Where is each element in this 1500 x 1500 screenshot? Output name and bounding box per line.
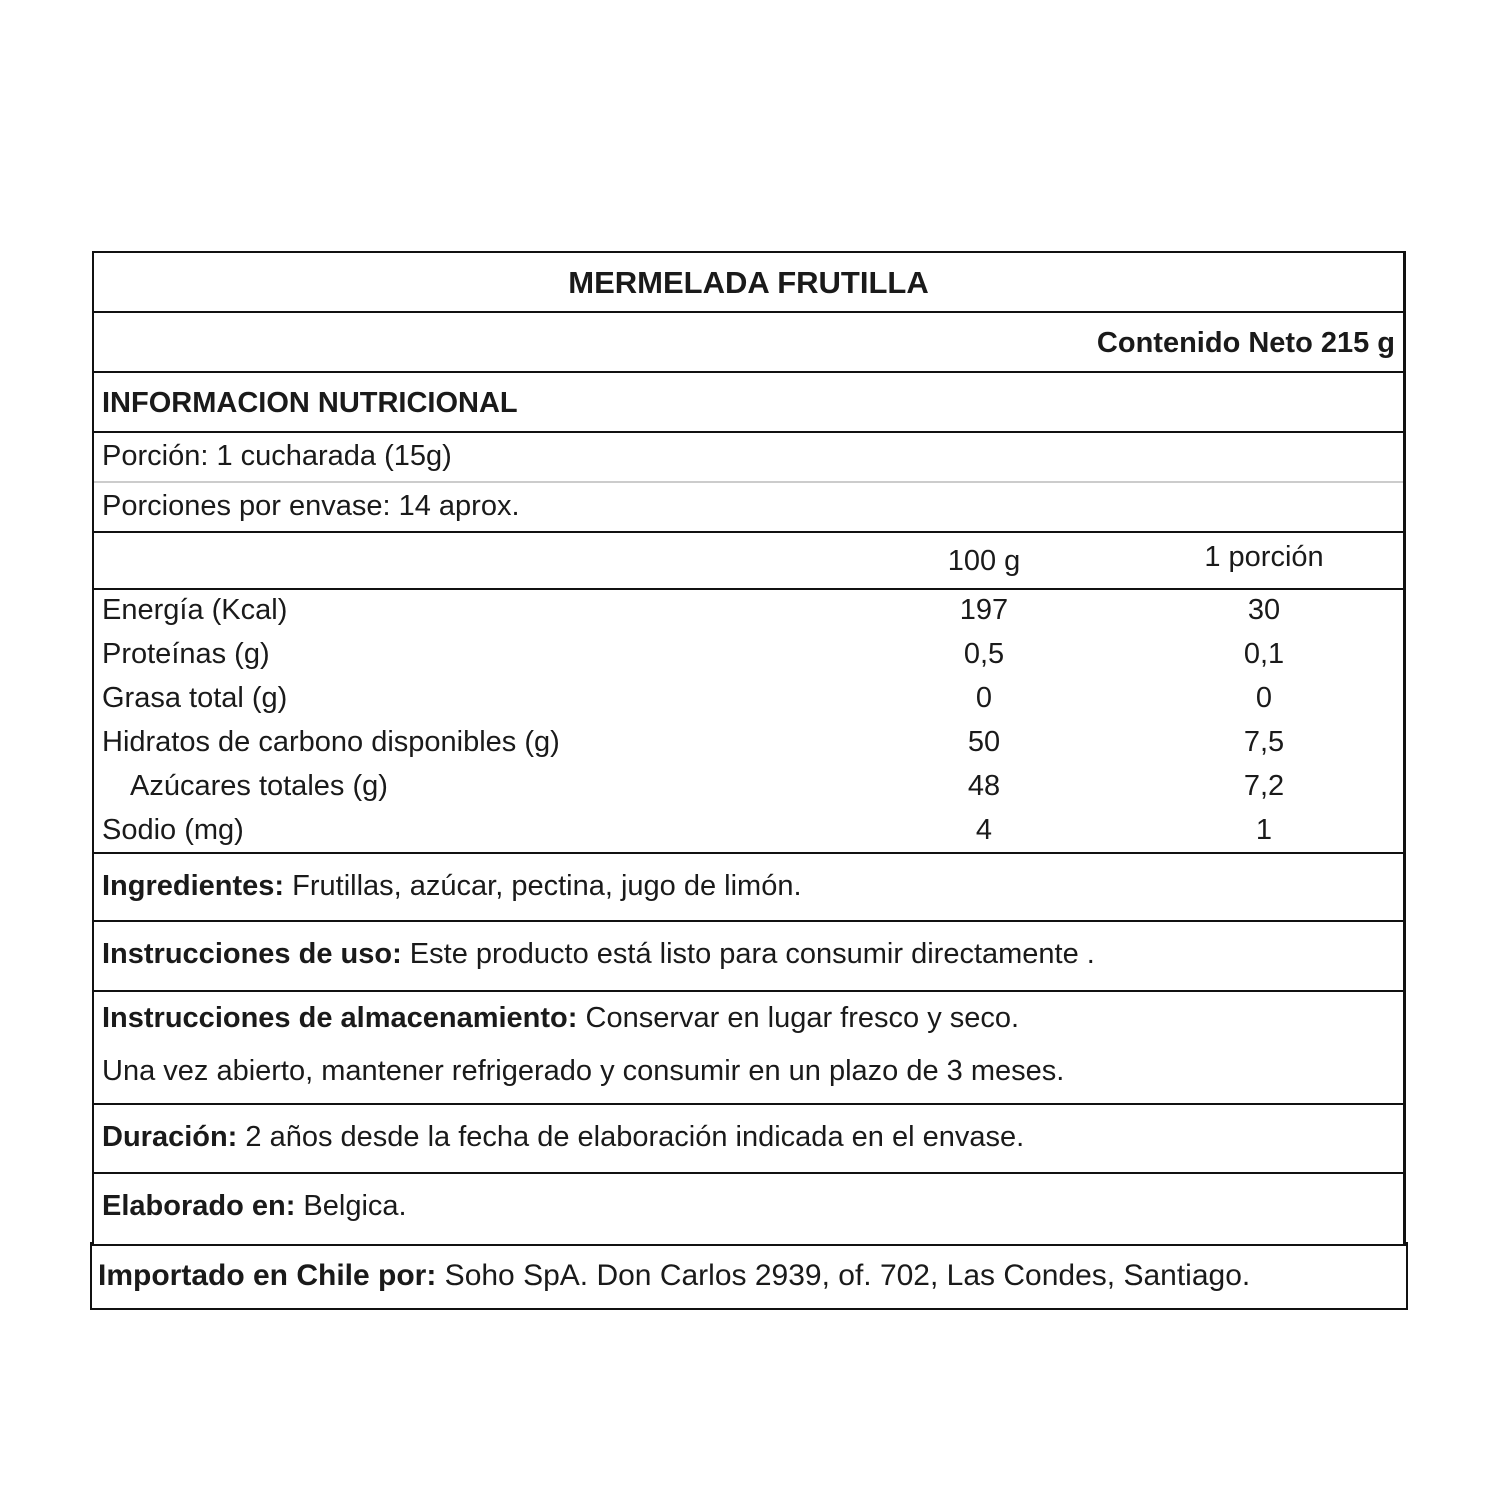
ingredients-row: [94, 854, 1403, 922]
nutrient-value-serving: 0: [1255, 682, 1273, 714]
duration-label: Duración:: [102, 1121, 238, 1153]
serving-size: Porción: 1 cucharada (15g): [102, 440, 452, 472]
importer-label: Importado en Chile por:: [98, 1259, 437, 1292]
product-title: MERMELADA FRUTILLA: [568, 265, 929, 300]
nutrient-value-100g: 0,5: [963, 638, 1005, 670]
nutrient-value-100g: 50: [967, 726, 1001, 758]
origin-row: [94, 1174, 1403, 1244]
nutrient-name: Hidratos de carbono disponibles (g): [102, 726, 560, 758]
net-content: Contenido Neto 215 g: [1096, 327, 1395, 359]
title-row: [94, 253, 1403, 313]
ingredients-label: Ingredientes:: [102, 870, 285, 902]
nutrient-value-serving: 7,2: [1243, 770, 1285, 802]
nutrient-value-100g: 197: [959, 594, 1009, 626]
net-content-row: [94, 313, 1403, 373]
column-header-serving: 1 porción: [1204, 541, 1324, 573]
nutrient-name: Proteínas (g): [102, 638, 270, 670]
column-header-row: [94, 533, 1403, 590]
ingredients-text: Ingredientes: Frutillas, azúcar, pectina, jugo de limón.: [102, 870, 802, 902]
storage-text-2: Una vez abierto, mantener refrigerado y consumir en un plazo de 3 meses.: [102, 1055, 1065, 1087]
importer-row: [90, 1242, 1408, 1310]
nutrient-name: Sodio (mg): [102, 814, 244, 846]
nutrient-value-serving: 30: [1247, 594, 1281, 626]
origin-label: Elaborado en:: [102, 1190, 296, 1222]
nutrient-name: Energía (Kcal): [102, 594, 288, 626]
nutrient-name: Azúcares totales (g): [130, 770, 388, 802]
nutrition-heading-row: [94, 373, 1403, 433]
servings-per-container: Porciones por envase: 14 aprox.: [102, 490, 520, 522]
origin-text: Elaborado en: Belgica.: [102, 1190, 407, 1222]
servings-row: [94, 483, 1403, 533]
nutrient-table: [94, 590, 1403, 854]
nutrient-value-serving: 7,5: [1243, 726, 1285, 758]
nutrient-name: Grasa total (g): [102, 682, 288, 714]
nutrient-value-100g: 4: [975, 814, 993, 846]
duration-text: Duración: 2 años desde la fecha de elaboración indicada en el envase.: [102, 1121, 1025, 1153]
importer-text: Importado en Chile por: Soho SpA. Don Carlos 2939, of. 702, Las Condes, Santiago.: [98, 1259, 1251, 1292]
usage-text: Instrucciones de uso: Este producto está listo para consumir directamente .: [102, 938, 1095, 970]
usage-label: Instrucciones de uso:: [102, 938, 402, 970]
serving-size-row: [94, 433, 1403, 483]
nutrient-value-serving: 1: [1255, 814, 1273, 846]
nutrition-label: [92, 251, 1406, 1246]
nutrient-value-serving: 0,1: [1243, 638, 1285, 670]
duration-row: [94, 1105, 1403, 1174]
storage-text: Instrucciones de almacenamiento: Conservar en lugar fresco y seco.: [102, 1002, 1020, 1034]
nutrient-value-100g: 0: [975, 682, 993, 714]
storage-row: [94, 992, 1403, 1105]
storage-label: Instrucciones de almacenamiento:: [102, 1002, 578, 1034]
usage-row: [94, 922, 1403, 992]
nutrition-heading: INFORMACION NUTRICIONAL: [102, 387, 518, 419]
column-header-100g: 100 g: [947, 545, 1021, 577]
nutrient-value-100g: 48: [967, 770, 1001, 802]
